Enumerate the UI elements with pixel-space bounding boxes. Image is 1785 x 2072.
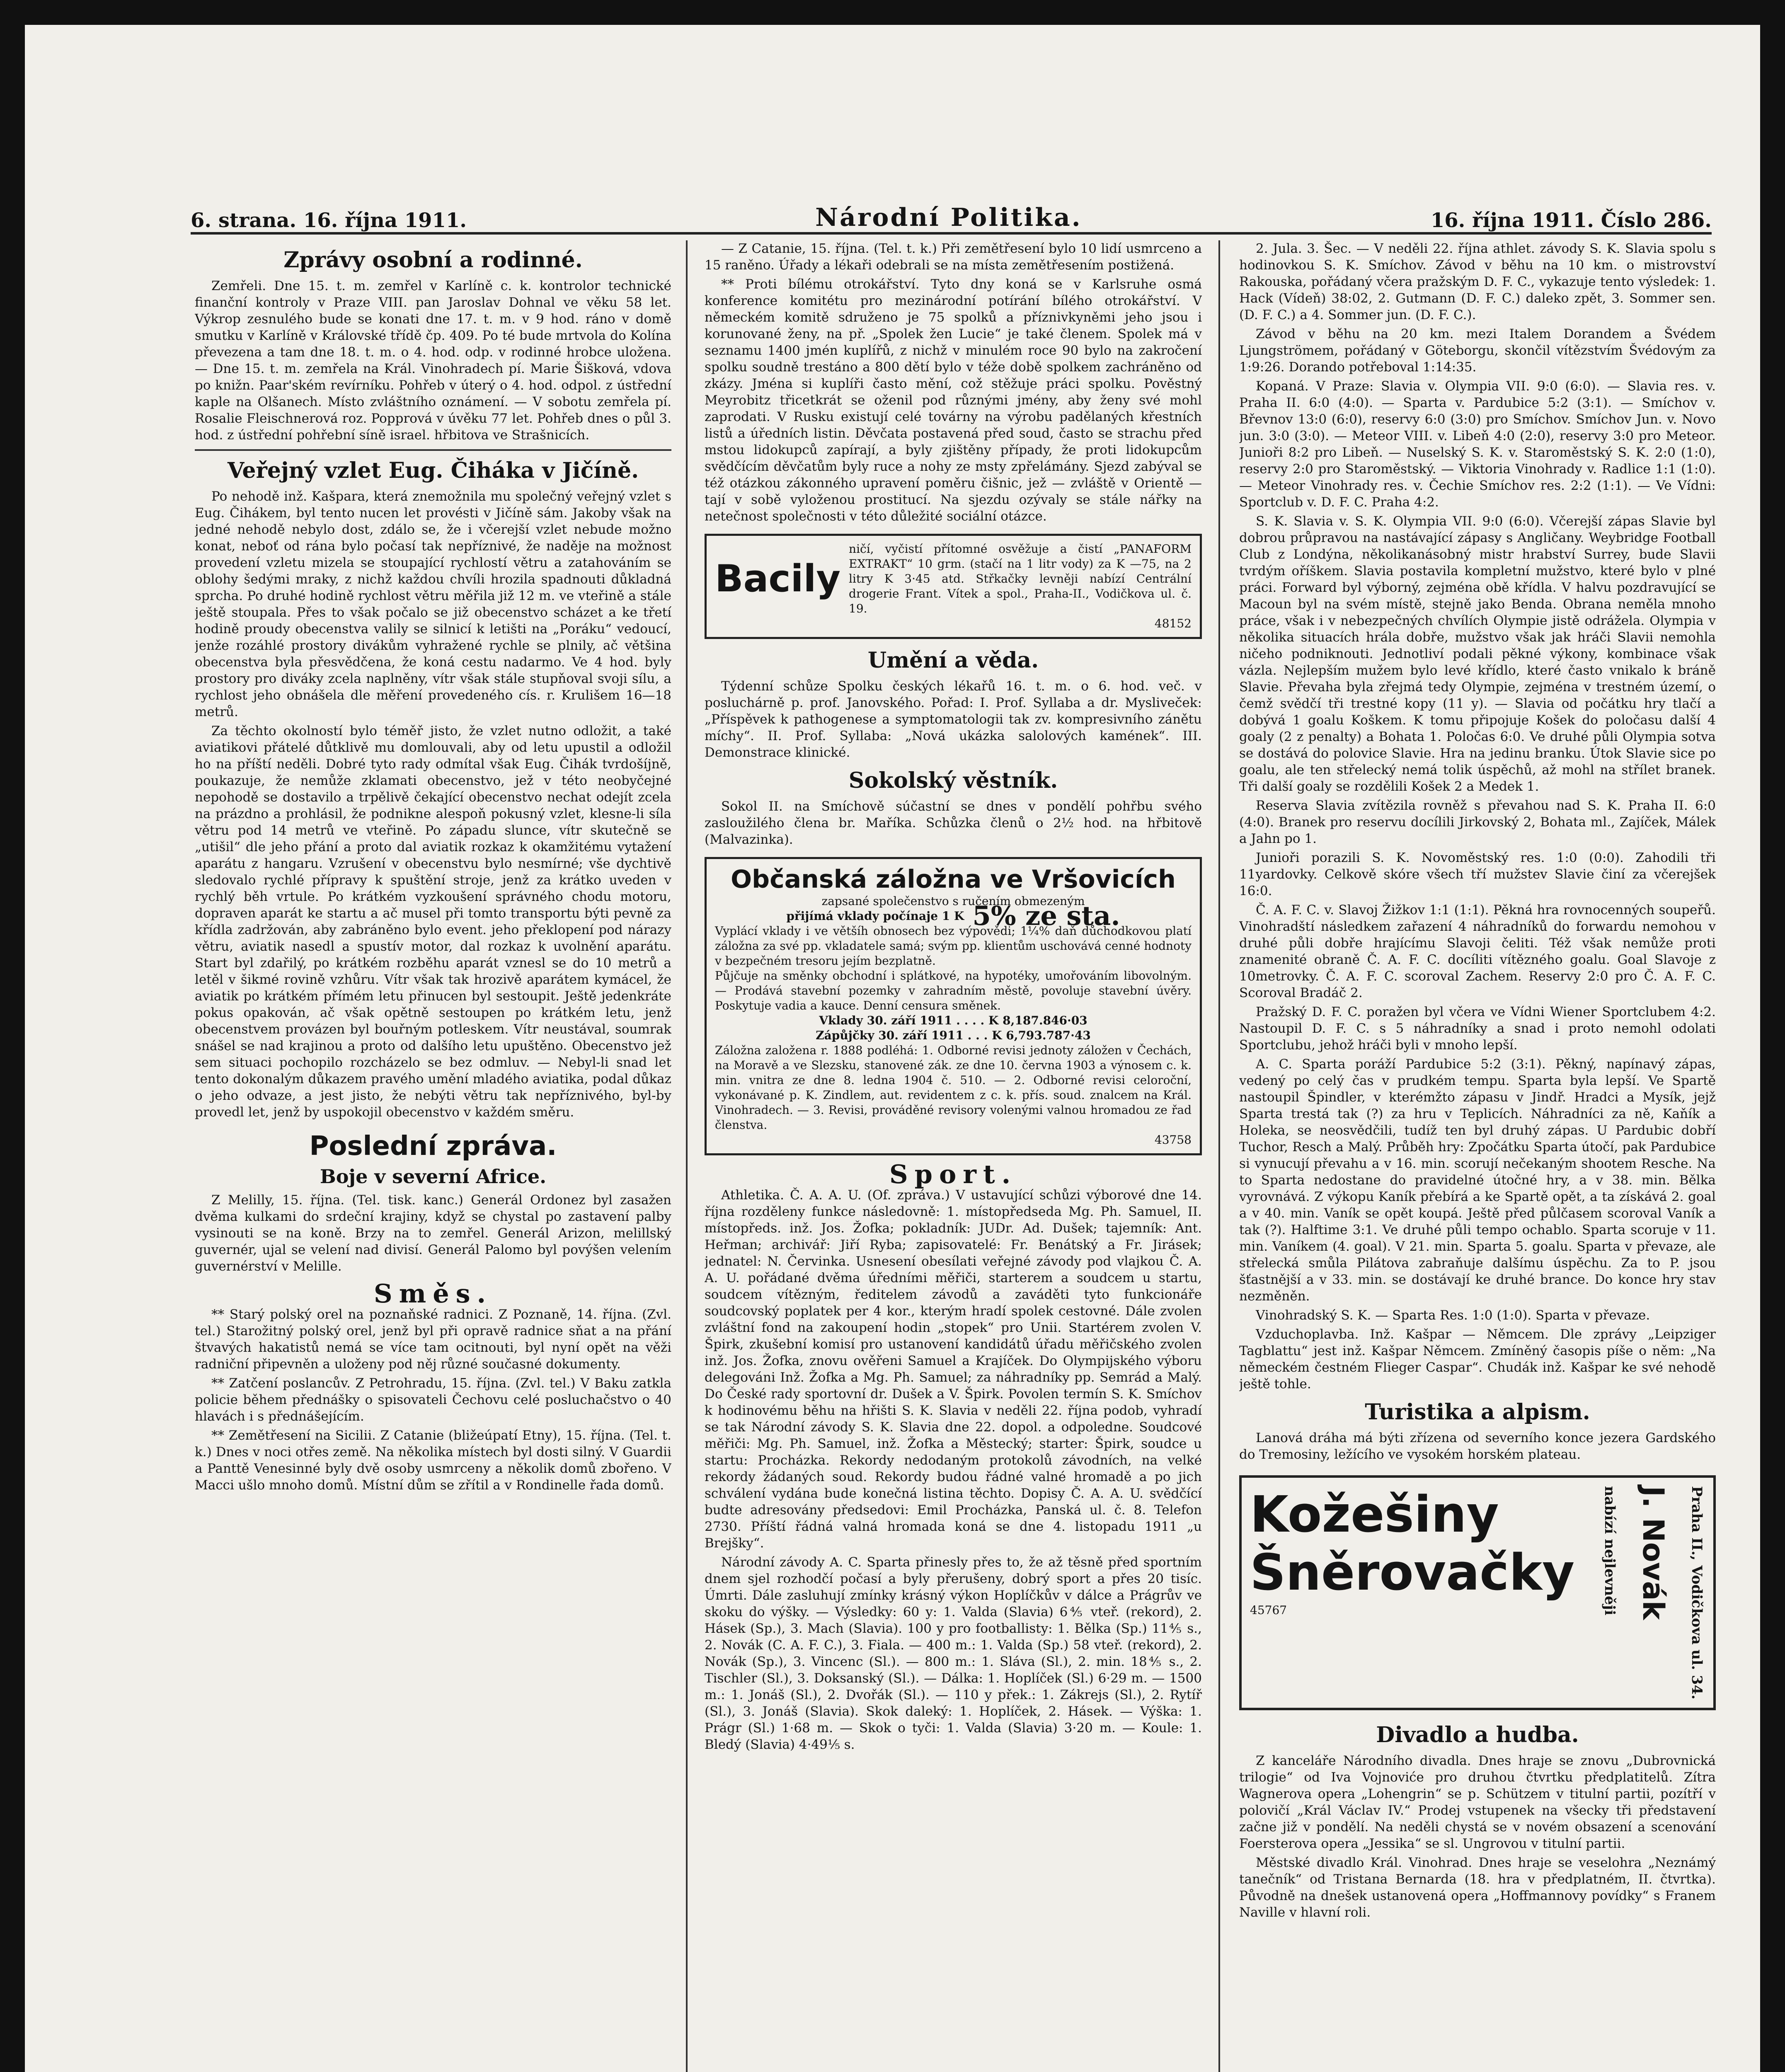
advert-line: Kožešiny	[1250, 1486, 1499, 1544]
divider	[195, 449, 671, 451]
advert-line: Vyplácí vklady i ve většíh obnosech bez výpovědi; 1¼% daň důchodkovou platí záložna za své pp. vkladatele samá; svým pp. klientům uschovává cenné hodnoty v bezpečném tresoru jejím bezplatně.	[715, 924, 1192, 968]
article-text: — Z Catanie, 15. října. (Tel. t. k.) Při zemětřesení bylo 10 lidí usmrceno a 15 raněno. Úřady a lékaři odebrali se na místa zemětřesením postižená.	[705, 241, 1202, 273]
advert-line: Šněrovačky	[1250, 1544, 1575, 1602]
section-title-flight: Veřejný vzlet Eug. Čiháka v Jičíně.	[227, 458, 639, 483]
section-title-theatre: Divadlo a hudba.	[1376, 1722, 1579, 1748]
article-text: Lanová dráha má býti zřízena od severního konce jezera Gardského do Tremosiny, ležícího ve vysokém horském plateau.	[1239, 1431, 1716, 1462]
advert-line: Půjčuje na směnky obchodní i splátkové, na hypotéky, umořováním libovolným. — Prodává stavební pozemky v zahradním městě, povoluje stavební úvěry. Poskytuje vadia a kauce. Denní censura směnek.	[715, 969, 1192, 1012]
article-text: ** Zatčení poslancův. Z Petrohradu, 15. října. (Zvl. tel.) V Baku zatkla policie během přednášky o spisovateli Čechovu celé posluchačstvo o 40 hlavách i s přednášejícím.	[195, 1376, 671, 1424]
advert-number: 45767	[1250, 1603, 1287, 1617]
article-text: Reserva Slavia zvítězila rovněž s převahou nad S. K. Praha II. 6:0 (4:0). Branek pro reservu docílili Jirkovský 2, Bohata ml., Zajíček, Málek a Jahn po 1.	[1239, 798, 1716, 846]
article-text: A. C. Sparta poráží Pardubice 5:2 (3:1). Pěkný, napínavý zápas, vedený po celý čas v prudkém tempu. Sparta byla lepší. Ve Spartě nastoupil Špindler, v kterémžto zápasu v Jindř. Hradci a Mysík, jejž Sparta trestá tak (?) za hru v Teplicích. Náhradníci za ně, Kaňík a Holeka, se neosvědčili, tudíž ten byl druhý zápas. U Pardubic dobří Tuchor, Resch a Malý. Průběh hry: Zpočátku Sparta útočí, pak Pardubice si vynucují převahu a v 16. min. scorují nečekaným shootem Resche. Na to Sparta nedostane do pravidelné útočné hry, a v 38. min. Bělka vyrovnává. Z výkopu Kaník přebírá a ke Spartě opět, a ta získává 2. goal a v 40. min. Vaník se opět koupá. Ještě před půlčasem scoroval Vaník a tak (?). Halftime 3:1. Ve druhé půli tempo ochablo. Sparta scoruje v 11. min. Vaníkem (4. goal). V 21. min. Sparta 5. goalu. Sparta v převaze, ale střelecká smůla Pilátova zabraňuje dalšímu úspěchu. Za to P. jsou šťastnější a v 33. min. se dostávají ke druhé brance. Do konce hry stav nezměněn.	[1239, 1057, 1716, 1304]
article-text: Z kanceláře Národního divadla. Dnes hraje se znovu „Dubrovnická trilogie“ od Iva Vojnoviće pro druhou čtvrtku předplatitelů. Zítra Wagnerova opera „Lohengrin“ se p. Schützem v titulní partii, pozítří v polovičí „Král Václav IV.“ Prodej vstupenek na všecky tři představení začne již v pondělí. Na neděli chystá se v novém obsazení a scenování Foersterova opera „Jessika“ se sl. Ungrovou v titulní partii.	[1239, 1753, 1716, 1852]
article-text: S. K. Slavia v. S. K. Olympia VII. 9:0 (6:0). Včerejší zápas Slavie byl dobrou průpravou na nastávající zápasy s Angličany. Weybridge Football Club z Londýna, několikanásobný mistr hrabství Surrey, bude Slavii tvrdým oříškem. Slavia postavila kompletní mužstvo, které bylo v plné práci. Forward byl výborný, zejména obě křídla. V halvu pozdravující se Macoun byl na svém místě, stejně jako Benda. Obrana neměla mnoho práce, však i v nebezpečných chvílích Olympie jistě odrážela. Olympia v několika situacích hrála dobře, mužstvo však jak hráči Slavii nemohla ničeho podniknouti. Jednotliví podali pěkné výkony, kombinace však vázla. Nejlepším mužem bylo levé křídlo, které často vnikalo k bráně Slavie. Převaha byla zřejmá tedy Olympie, zejména v trestném území, o čemž svědčí tři trestné kopy (11 y). — Slavia od počátku hry tlačí a dobývá 1 goalu Koškem. K tomu připojuje Košek do poločasu další 4 goaly (2 z penalty) a Bohata 1. Poločas 6:0. Ve druhé půli Olympia sotva se dostává do polovice Slavie. Hra na jedinu branku. Útok Slavie sice po goalu, ale ten střelecký nemá tolik úspěchů, až mohl na střílet branek. Tři další goaly se rozdělili Košek 2 a Medek 1.	[1239, 514, 1716, 794]
article-text: Athletika. Č. A. A. U. (Of. zpráva.) V ustavující schůzi výborové dne 14. října rozděleny funkce následovně: 1. místopředseda Mg. Ph. Samuel, II. místopředs. inž. Jos. Žofka; pokladník: JUDr. Ad. Dušek; tajemník: Ant. Heřman; archivář: Jiří Ryba; zapisovatelé: Fr. Benátský a Fr. Jirásek; jednatel: N. Červinka. Usnesení obesílati veřejné závody pod vlajkou Č. A. A. U. pořádané dvěma úředními měřiči, starterem a soudcem u startu, soudcem vítězným, ředitelem závodů a zaváděti tyto funkcionáře soudcovský poplatek per 4 kor., kterým hradí spolek cestovné. Dále zvolen zvláštní fond na zakoupení hodin „stopek“ pro Unii. Startérem zvolen V. Špirk, zkušební komisí pro ustanovení kandidátů úřadu měřičského zvolen inž. Jos. Žofka, znovu ověřeni Samuel a Krajíček. Do Olympijského výboru delegováni Inž. Žofka a Mg. Ph. Samuel; za náhradníky pp. Semrád a Malý. Do České rady sportovní dr. Dušek a V. Špirk. Povolen termín S. K. Smíchov k hodinovému běhu na hřišti S. K. Slavia v neděli 22. října podob, vyhradí se tak Národní závody S. K. Slavia dne 22. dopol. a odpoledne. Soudcové měřiči: Mg. Ph. Samuel, inž. Žofka a Městecký; starter: Špirk, soudce u startu: Procházka. Rekordy nedodaným protokolů závodních, na velké rekordy žádaných soud. Rekordy budou řádné valné hromadě a po jich schválení vydána bude konečná listina těchto. Dopisy Č. A. A. U. svědčící budte adresovány předsedovi: Emil Procházka, Panská ul. č. 8. Telefon 2730. Příští řádná valná hromada koná se dne 4. listopadu 1911 „u Brejšky“.	[705, 1188, 1202, 1551]
article-text: Kopaná. V Praze: Slavia v. Olympia VII. 9:0 (6:0). — Slavia res. v. Praha II. 6:0 (4:0). — Sparta v. Pardubice 5:2 (3:1). — Smíchov v. Břevnov 13:0 (6:0), reservy 6:0 (3:0) pro Smíchov. Smíchov Jun. v. Novo jun. 3:0 (3:0). — Meteor VIII. v. Libeň 4:0 (2:0), reservy 3:0 pro Meteor. Junioři 8:2 pro Libeň. — Nuselský S. K. v. Staroměstský S. K. 2:0 (1:0), reservy 2:0 pro Staroměstský. — Viktoria Vinohrady v. Radlice 1:1 (1:0). — Meteor Vinohrady res. v. Čechie Smíchov res. 2:2 (1:1). — Ve Vídni: Sportclub v. D. F. C. Praha 4:2.	[1239, 379, 1716, 510]
article-text: 2. Jula. 3. Šec. — V neděli 22. října athlet. závody S. K. Slavia spolu s hodinovkou S. K. Smíchov. Závod v běhu na 10 km. o mistrovství Rakouska, pořádaný včera pražským D. F. C., vykazuje tento výsledek: 1. Hack (Vídeň) 38:02, 2. Gutmann (D. F. C.) daleko zpět, 3. Sommer sen. (D. F. C.) a 4. Sommer jun. (D. F. C.).	[1239, 241, 1716, 322]
article-text: Po nehodě inž. Kašpara, která znemožnila mu společný veřejný vzlet s Eug. Čihákem, byl tento nucen let provésti v Jičíně sám. Jakoby však na jedné nehodě nebylo dost, zdálo se, že i včerejší vzlet nebude možno konat, neboť od rána bylo počasí tak nepříznivé, že naděje na možnost provedení vzletu mizela se stoupající rychlostí větru a zatahováním se oblohy šedými mraky, z nichž každou chvíli hrozila spadnouti důkladná sprcha. Po druhé hodině rychlost větru měřila již 12 m. ve vteřině a stále ještě stoupala. Přes to však počalo se již obecenstvo scházet a ke třetí hodině proudy obecenstva valily se silnicí k letišti na „Poráku“ vedoucí, jenže rozáhlé prostory divákům vyhražené rychle se plnily, ač většina obecenstva byla přesvědčena, že koná cestu nadarmo. Ve 4 hod. byly prostory pro diváky zcela naplněny, vítr však stále stupňoval svoji sílu, a rychlost jeho obnášela dle měření provedeného cís. r. Krulišem 16—18 metrů.	[195, 489, 671, 719]
section-title-misc: Směs.	[373, 1278, 493, 1309]
advert-bacily	[705, 534, 1202, 639]
section-title-sokol: Sokolský věstník.	[848, 768, 1058, 793]
article-text: Za těchto okolností bylo téměř jisto, že vzlet nutno odložit, a také aviatikovi přátelé důtklivě mu domlouvali, aby od letu upustil a odložil ho na příští neděli. Dobré tyto rady odmítal však Eug. Čihák tvrdošíjně, poukazuje, že nemůže zklamati obecenstvo, jež v této neobyčejné nepohodě se dostavilo a trpělivě čekající obecenstvo nechat odejít zcela na prázdno a prohlásil, že podnikne alespoň pokusný vzlet, klesne-li síla větru pod 14 metrů ve vteřině. Po západu slunce, vítr skutečně se „utišil“ dle jeho přání a proto dal aviatik rozkaz k okamžitému vytažení aparátu z hangaru. Vzrušení v obecenstvu bylo nesmírné; vše dychtivě sledovalo rychlé přípravy k spuštění stroje, jenž za krátko uveden v rychlý běh vrtule. Po krátkém vyzkoušení správného chodu motoru, dopraven aparát ke startu a ač musel při tomto transportu býti pevně za křídla zadržován, aby zabráněno bylo event. jeho překlopení pod nárazy větru, aviatik nasedl a spustív motor, dal rozkaz k uvolnění aparátu. Start byl zdařilý, po krátkém rozběhu aparát vznesl se do 10 metrů a letěl v šikmé rovině vzhůru. Vítr však tak hrozivě aparátem kymácel, že aviatik po krátkém přímém letu přinucen byl sestoupit. Ještě jedenkráte pokus opakován, ač však opětně sestoupen po krátkém letu, jenž obecenstvem provázen byl bouřným potleskem. Vítr neustával, soumrak snášel se nad krajinou a proto od dalšího letu upuštěno. Obecenstvo jež sem situaci pochopilo rozcházelo se bez odmluv. — Nebyl-li snad let tento dokonalým důkazem pravého umění mladého aviatika, podal důkaz o jeho odvaze, a jest jisto, že nebýti větru tak nepříznivého, byl-by provedl let, jenž by uspokojil obecenstvo v každém směru.	[195, 724, 671, 1120]
advert-line: Vklady 30. září 1911 . . . . K 8,187.846·03	[819, 1014, 1087, 1027]
article-text: Č. A. F. C. v. Slavoj Žižkov 1:1 (1:1). Pěkná hra rovnocenných soupeřů. Vinohradští následkem zařazení 4 náhradníků do forwardu nemohou v druhé půli dobře hrajícímu Slavoji čeliti. Též však nemůže proti znamenité obraně Č. A. F. C. docíliti vítězného goalu. Goal Slavoje z 10metrovky. Č. A. F. C. scoroval Zachem. Reservy 2:0 pro Č. A. F. C. Scoroval Bradáč 2.	[1239, 903, 1716, 1000]
advert-rate: 5% ze sta.	[972, 900, 1120, 932]
article-text: Junioři porazili S. K. Novoměstský res. 1:0 (0:0). Zahodili tři 11yardovky. Celkově skóre všech tří mužstev Slavie činí za včerejšek 16:0.	[1239, 850, 1716, 898]
advert-title: Občanská záložna ve Vršovicích	[731, 865, 1176, 894]
advert-number: 43758	[1154, 1133, 1192, 1147]
column-rule-1	[686, 240, 688, 2072]
section-title-personal: Zprávy osobní a rodinné.	[283, 247, 583, 273]
advert-number: 48152	[1154, 617, 1192, 630]
article-text: ** Proti bílému otrokářství. Tyto dny koná se v Karlsruhe osmá konference komitétu pro mezinárodní potírání bílého otrokářství. V německém komitě sdruženo je 75 spolků a příznivkyněmi jeho jsou i korunované ženy, na př. „Spolek žen Lucie“ je také členem. Spolek má v seznamu 1400 jmén kuplířů, z nichž v minulém roce 90 bylo na zakročení spolku soudně trestáno a 800 dětí bylo v téže době spolkem zachráněno od zkázy. Jména si kuplíři často mění, což stěžuje práci spolku. Pověstný Meyrobitz třicetkrát se oženil pod různými jmény, aby ženy své mohl zaprodati. V Rusku existují celé továrny na výrobu padělaných křestních listů a úředních listin. Děvčata postavená před soud, často se strachu před mstou lidokupců zapírají, a byly zjištěny případy, že proti lidokupcům svědčícím děvčatům byly ruce a nohy ze msty zpřelámány. Sjezd zabýval se též otázkou zákonného upravení poměru čišnic, jež — zvláště v Orientě — tají v sobě vyloženou prostitucí. Na sjezdu ozývaly se stále nářky na netečnost společnosti v této důležité sociální otázce.	[705, 277, 1202, 524]
header-right: 16. října 1911. Číslo 286.	[1430, 209, 1712, 232]
advert-savings-bank	[705, 857, 1202, 1155]
article-text: Pražský D. F. C. poražen byl včera ve Vídni Wiener Sportclubem 4:2. Nastoupil D. F. C. s 5 náhradníky a snad i proto nemohl odolati Sportclubu, jehož hráči byli v mnoho lepší.	[1239, 1005, 1716, 1053]
column-1	[195, 240, 671, 2072]
section-title-latest: Poslední zpráva.	[309, 1131, 557, 1162]
article-text: Závod v běhu na 20 km. mezi Italem Dorandem a Švédem Ljungströmem, pořádaný v Göteborgu, skončil vítězstvím Švédovým za 1:9:26. Dorando potřeboval 1:14:35.	[1239, 327, 1716, 375]
column-2	[705, 240, 1202, 2072]
subsection-title-africa: Boje v severní Africe.	[320, 1165, 547, 1188]
column-rule-2	[1218, 240, 1220, 2072]
article-text: Z Melilly, 15. října. (Tel. tisk. kanc.) Generál Ordonez byl zasažen dvěma kulkami do srdeční krajiny, když se chystal po zastavení palby vysinouti se na koně. Brzy na to zemřel. Generál Arizon, melillský guvernér, ujal se velení nad divisí. Generál Palomo byl povýšen velením guvernérství v Melille.	[195, 1193, 671, 1274]
advert-line: zapsané společenstvo s ručením obmezeným	[821, 894, 1085, 908]
advert-address: Praha II., Vodičkova ul. 34.	[1688, 1486, 1705, 1700]
advert-brand: Bacily	[715, 557, 841, 600]
advert-line: Záložna založena r. 1888 podléhá: 1. Odborné revisi jednoty záložen v Čechách, na Moravě a ve Slezsku, stanovené zák. ze dne 10. června 1903 a výnosem c. k. min. vnitra ze dne 8. ledna 1904 č. 510. — 2. Odborné revisi celoroční, vykonávané p. K. Zindlem, aut. revidentem z c. k. přís. soud. znalcem na Král. Vinohradech. — 3. Revisi, prováděné revisory volenými valnou hromadou ze řad členstva.	[715, 1043, 1192, 1132]
article-text: Sokol II. na Smíchově súčastní se dnes v pondělí pohřbu svého zasloužilého člena br. Maříka. Schůzka členů o 2½ hod. na hřbitově (Malvazinka).	[705, 799, 1202, 847]
section-title-tourism: Turistika a alpism.	[1365, 1399, 1590, 1425]
article-text: ** Zemětřesení na Sicilii. Z Catanie (bližeúpatí Etny), 15. října. (Tel. t. k.) Dnes v noci otřes země. Na několika místech byl dosti silný. V Guardii a Panttě Venesinné byly dvě osoby usmrceny a několik domů zbořeno. V Macci ušlo mnoho domů. Místní dům se zřítil a v Rondinelle řada domů.	[195, 1428, 671, 1493]
article-text: ** Starý polský orel na poznaňské radnici. Z Poznaně, 14. října. (Zvl. tel.) Starožitný polský orel, jenž byl při opravě radnice sňat a na přání štvavých hakatistů nemá se více tam ocitnouti, byl nyní opět na věži radniční připevněn a uloženy pod něj různé současné dokumenty.	[195, 1307, 671, 1372]
advert-furs	[1239, 1475, 1716, 1710]
section-title-sport: Sport.	[889, 1159, 1017, 1189]
advert-name: J. Novák	[1636, 1486, 1671, 1620]
page-header	[191, 182, 1712, 235]
newspaper-page	[25, 25, 1760, 2072]
advert-line: Zápůjčky 30. září 1911 . . . K 6,793.787·43	[816, 1029, 1091, 1042]
column-3	[1239, 240, 1716, 2072]
header-left: 6. strana. 16. října 1911.	[191, 209, 467, 232]
article-text: Vinohradský S. K. — Sparta Res. 1:0 (1:0). Sparta v převaze.	[1256, 1308, 1650, 1323]
article-text: Městské divadlo Král. Vinohrad. Dnes hraje se veselohra „Neznámý tanečník“ od Tristana Bernarda (18. hra v předplatném, II. čtvrtka). Původně na dnešek ustanovená opera „Hoffmannovy povídky“ s Franem Naville v hlavní roli.	[1239, 1855, 1716, 1920]
article-text: Zemřeli. Dne 15. t. m. zemřel v Karlíně c. k. kontrolor technické finanční kontroly v Praze VIII. pan Jaroslav Dohnal ve věku 58 let. Výkrop zesnulého bude se konati dne 17. t. m. v 9 hod. ráno v domě smutku v Karlíně v Královské třídě čp. 409. Po té bude mrtvola do Kolína převezena a tam dne 18. t. m. o 4. hod. odp. v rodinné hrobce uložena. — Dne 15. t. m. zemřela na Král. Vinohradech pí. Marie Šišková, vdova po knižn. Paar'ském revírníku. Pohřeb v úterý o 4. hod. odpol. z ústřední kaple na Olšanech. Místo zvláštního oznámení. — V sobotu zemřela pí. Rosalie Fleischnerová roz. Popprová v úvěku 77 let. Pohřeb dnes o půl 3. hod. z ústřední pohřební síně israel. hřbitova ve Strašnicích.	[195, 278, 671, 443]
advert-text: ničí, vyčistí přítomné osvěžuje a čistí „PANAFORM EXTRAKT“ 10 grm. (stačí na 1 litr vody) za K —75, na 2 litry K 3·45 atd. Střkačky levněji nabízí Centrální drogerie Frant. Vítek a spol., Praha-II., Vodičkova ul. č. 19.	[849, 542, 1192, 615]
advert-side-text: nabízí nejlevněji	[1601, 1486, 1618, 1616]
section-title-arts: Umění a věda.	[867, 648, 1039, 673]
article-text: Týdenní schůze Spolku českých lékařů 16. t. m. o 6. hod. več. v posluchárně p. prof. Janovského. Pořad: I. Prof. Syllaba a dr. Mysliveček: „Příspěvek k pathogenese a symptomatologii tak zv. kompresivního zánětu míchy“. II. Prof. Syllaba: „Nová ukázka salolových kamének“. III. Demonstrace klinické.	[705, 679, 1202, 760]
advert-line: přijímá vklady počínaje 1 K	[786, 909, 964, 923]
article-text: Vzduchoplavba. Inž. Kašpar — Němcem. Dle zprávy „Leipziger Tagblattu“ jest inž. Kašpar Němcem. Zmíněný časopis píše o něm: „Na německém čestném Flieger Caspar“. Chudák inž. Kašpar ke své nehodě ještě tohle.	[1239, 1327, 1716, 1392]
masthead: Národní Politika.	[815, 203, 1082, 232]
article-text: Národní závody A. C. Sparta přinesly přes to, že až těsně před sportním dnem sjel rozhodčí počasí a byly přerušeny, dobrý sport a přes 20 tisíc. Úmrti. Dále zasluhují zmínky krásný výkon Hoplíčkův v dálce a Prágrův ve skoku do výšky. — Výsledky: 60 y: 1. Valda (Slavia) 6⅘ vteř. (rekord), 2. Hásek (Sp.), 3. Mach (Slavia). 100 y pro footballisty: 1. Bělka (Sp.) 11⅘ s., 2. Novák (C. A. F. C.), 3. Fiala. — 400 m.: 1. Valda (Sp.) 58 vteř. (rekord), 2. Novák (Sp.), 3. Vincenc (Sl.). — 800 m.: 1. Sláva (Sl.), 2. min. 18⅘ s., 2. Tischler (Sl.), 3. Doksanský (Sl.). — Dálka: 1. Hoplíček (Sl.) 6·29 m. — 1500 m.: 1. Jonáš (Sl.), 2. Dvořák (Sl.). — 110 y přek.: 1. Zákrejs (Sl.), 2. Rytíř (Sl.), 3. Jonáš (Slavia). Skok daleký: 1. Hoplíček, 2. Hásek. — Výška: 1. Prágr (Sl.) 1·68 m. — Skok o tyči: 1. Valda (Slavia) 3·20 m. — Koule: 1. Bledý (Slavia) 4·49⅕ s.	[705, 1555, 1202, 1752]
